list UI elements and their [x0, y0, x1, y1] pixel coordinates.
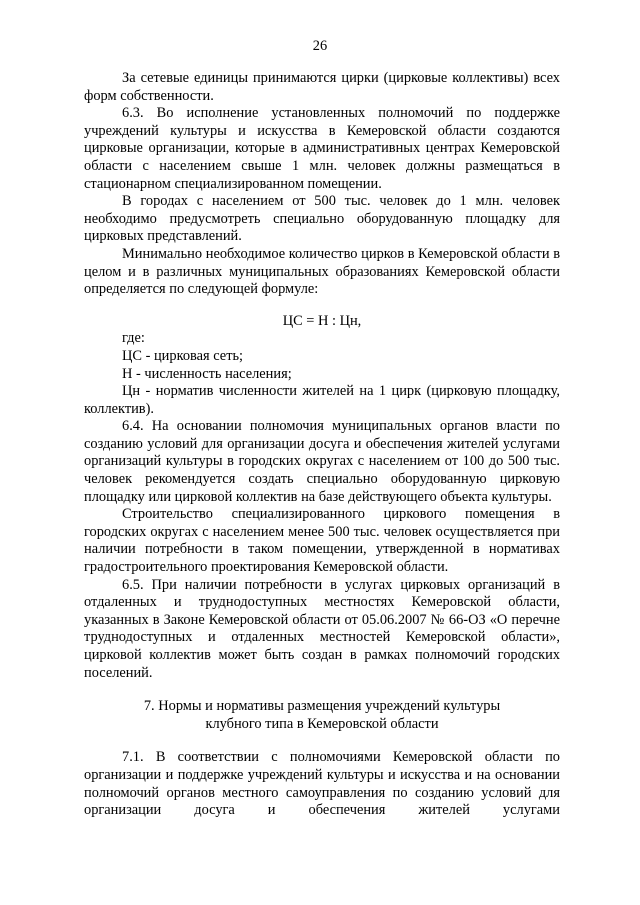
section-heading-7 [84, 698, 560, 733]
document-body [84, 70, 560, 820]
paragraph-minimum-count: Минимально необходимое количество цирков в Кемеровской области в целом и в различных муниципальных образованиях Кемеровской области определяется по следующей формуле: [84, 245, 560, 298]
formula: ЦС = Н : Цн, [282, 312, 362, 329]
paragraph-circus-units: За сетевые единицы принимаются цирки (цирковые коллективы) всех форм собственности. [84, 70, 560, 104]
formula-definition-cs: ЦС - цирковая сеть; [122, 347, 244, 364]
paragraph-6-5: 6.5. При наличии потребности в услугах цирковых организаций в отдаленных и труднодоступных местностях Кемеровской области, указанных в Законе Кемеровской области от 05.06.2007 № 66-ОЗ «О перечне труднодоступных и отдаленных местностей Кемеровской области», цирковой коллектив может быть создан в рамках полномочий городских поселений. [84, 576, 560, 681]
section-heading-line-1: 7. Нормы и нормативы размещения учреждений культуры [143, 698, 501, 715]
paragraph-construction: Строительство специализированного циркового помещения в городских округах с населением менее 500 тыс. человек осуществляется при наличии потребности в таком помещении, утвержденной в нормативах градостроительного проектирования Кемеровской области. [84, 506, 560, 576]
formula-where: где: [122, 330, 145, 347]
section-heading-line-2: клубного типа в Кемеровской области [205, 715, 439, 732]
paragraph-7-1: 7.1. В соответствии с полномочиями Кемеровской области по организации и поддержке учреждений культуры и искусства и на основании полномочий органов местного самоуправления по созданию условий для организации досуга и обеспечения жителей услугами [84, 749, 560, 819]
formula-definition-n: Н - численность населения; [122, 365, 292, 382]
page-number: 26 [312, 38, 328, 54]
paragraph-6-3: 6.3. Во исполнение установленных полномочий по поддержке учреждений культуры и искусства в Кемеровской области создаются цирковые организации, которые в административных центрах Кемеровской области с населением свыше 1 млн. человек должны размещаться в стационарном специализированном помещении. [84, 105, 560, 192]
paragraph-6-4: 6.4. На основании полномочия муниципальных органов власти по созданию условий для организации досуга и обеспечения жителей услугами организаций культуры в городских округах с населением от 100 до 500 тыс. человек рекомендуется создать специально оборудованную цирковую площадку или цирковой коллектив на базе действующего объекта культуры. [84, 418, 560, 505]
paragraph-cities-500k: В городах с населением от 500 тыс. человек до 1 млн. человек необходимо предусмотреть специально оборудованную площадку для цирковых представлений. [84, 193, 560, 245]
formula-definition-cn: Цн - норматив численности жителей на 1 цирк (цирковую площадку, коллектив). [84, 383, 560, 417]
